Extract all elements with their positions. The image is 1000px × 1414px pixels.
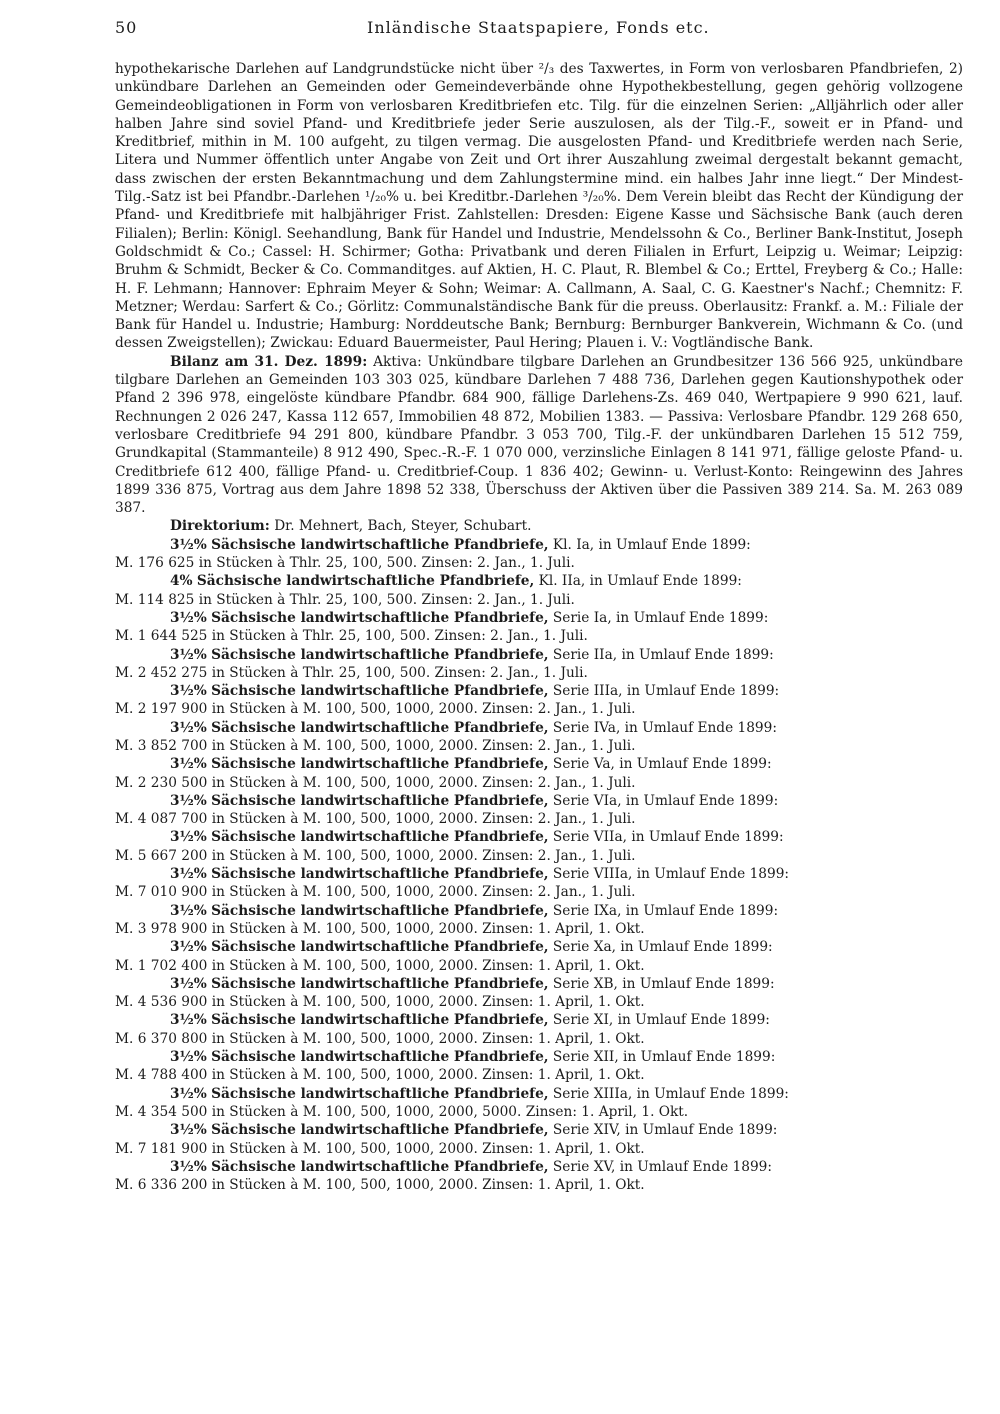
- issue-entry: [115, 1085, 963, 1122]
- issue-series: Serie XII,: [552, 1049, 619, 1066]
- issue-series: Serie Va,: [552, 756, 615, 773]
- issue-title: Sächsische landwirtschaftliche Pfandbriefe,: [211, 1158, 549, 1175]
- direktorium-label: Direktorium:: [170, 518, 270, 535]
- issue-entry: [115, 975, 963, 1012]
- issue-heading-line: [115, 865, 963, 883]
- issue-circulation-label: in Umlauf Ende 1899:: [619, 756, 772, 773]
- issue-circulation-label: in Umlauf Ende 1899:: [620, 939, 773, 956]
- issue-heading-line: [115, 1158, 963, 1176]
- issue-details: in Stücken à M. 100, 500, 1000, 2000. Zinsen: 1. April, 1. Okt.: [211, 920, 645, 937]
- issue-details: in Stücken à M. 100, 500, 1000, 2000. Zinsen: 1. April, 1. Okt.: [211, 1067, 645, 1084]
- issue-circulation-label: in Umlauf Ende 1899:: [624, 719, 777, 736]
- issue-rate: 3½%: [170, 756, 207, 773]
- issue-rate: 3½%: [170, 866, 207, 883]
- issue-series: Serie IVa,: [552, 719, 621, 736]
- issue-circulation-label: in Umlauf Ende 1899:: [625, 1122, 778, 1139]
- issue-amount: M. 176 625: [115, 555, 195, 572]
- issue-series: Serie XB,: [552, 975, 618, 992]
- issue-entry: [115, 1011, 963, 1048]
- issue-detail-line: [115, 664, 963, 682]
- issue-title: Sächsische landwirtschaftliche Pfandbriefe,: [211, 902, 549, 919]
- issue-entry: [115, 609, 963, 646]
- issue-title: Sächsische landwirtschaftliche Pfandbriefe,: [211, 975, 549, 992]
- issue-series: Serie VIa,: [552, 792, 622, 809]
- issue-amount: M. 5 667 200: [115, 847, 208, 864]
- issue-title: Sächsische landwirtschaftliche Pfandbriefe,: [211, 1012, 549, 1029]
- issue-entry: [115, 646, 963, 683]
- page-header: [115, 18, 960, 42]
- issue-rate: 3½%: [170, 646, 207, 663]
- issue-details: in Stücken à M. 100, 500, 1000, 2000. Zinsen: 1. April, 1. Okt.: [211, 1140, 645, 1157]
- issue-rate: 3½%: [170, 719, 207, 736]
- issue-detail-line: [115, 993, 963, 1011]
- issue-details: in Stücken à M. 100, 500, 1000, 2000. Zinsen: 2. Jan., 1. Juli.: [211, 884, 636, 901]
- issue-entry: [115, 902, 963, 939]
- issue-circulation-label: in Umlauf Ende 1899:: [623, 1049, 776, 1066]
- bilanz-text: Aktiva: Unkündbare tilgbare Darlehen an Grundbesitzer 136 566 925, unkündbare tilgbare Darlehen an Gemeinden 103 303 025, kündbare Darlehen 7 488 736, Darlehen gegen Kautionshypothek oder Pfand 2 396 978, eingelöste kündbare Pfandbr. 684 900, fällige Darlehens-Zs. 469 040, Wertpapiere 9 990 621, lauf. Rechnungen 2 026 247, Kassa 112 657, Immobilien 48 872, Mobilien 1383. — Passiva: Verlosbare Pfandbr. 129 268 650, verlosbare Creditbriefe 94 291 800, kündbare Pfandbr. 3 053 700, Tilg.-F. der unkündbaren Darlehen 15 512 759, Grundkapital (Stammanteile) 8 912 490, Spec.-R.-F. 1 070 000, verzinsliche Einlagen 8 141 971, fällige geloste Pfand- u. Creditbriefe 612 400, fällige Pfand- u. Creditbrief-Coup. 1 836 402; Gewinn- u. Verlust-Konto: Reingewinn des Jahres 1899 336 875, Vortrag aus dem Jahre 1898 52 338, Überschuss der Aktiven über die Passiven 389 214. Sa. M. 263 089 387.: [115, 353, 963, 517]
- issue-detail-line: [115, 883, 963, 901]
- issue-title: Sächsische landwirtschaftliche Pfandbriefe,: [211, 866, 549, 883]
- issue-circulation-label: in Umlauf Ende 1899:: [589, 573, 742, 590]
- issue-amount: M. 114 825: [115, 591, 195, 608]
- issue-circulation-label: in Umlauf Ende 1899:: [625, 792, 779, 809]
- issue-title: Sächsische landwirtschaftliche Pfandbriefe,: [211, 609, 549, 626]
- issue-heading-line: [115, 572, 963, 590]
- issue-entry: [115, 682, 963, 719]
- issue-detail-line: [115, 1176, 963, 1194]
- issue-rate: 3½%: [170, 829, 207, 846]
- issue-circulation-label: in Umlauf Ende 1899:: [619, 1158, 772, 1175]
- issue-rate: 4%: [170, 573, 193, 590]
- issue-detail-line: [115, 1103, 963, 1121]
- issue-series: Serie Ia,: [552, 609, 612, 626]
- issue-amount: M. 6 370 800: [115, 1030, 208, 1047]
- issue-heading-line: [115, 975, 963, 993]
- issue-circulation-label: in Umlauf Ende 1899:: [598, 536, 751, 553]
- issue-series: Kl. Ia,: [552, 536, 595, 553]
- issue-rate: 3½%: [170, 1049, 207, 1066]
- issue-rate: 3½%: [170, 609, 207, 626]
- direktorium-text: Dr. Mehnert, Bach, Steyer, Schubart.: [274, 518, 532, 535]
- issue-entry: [115, 755, 963, 792]
- issue-detail-line: [115, 591, 963, 609]
- issue-title: Sächsische landwirtschaftliche Pfandbriefe,: [196, 573, 535, 590]
- issue-rate: 3½%: [170, 1085, 207, 1102]
- issue-title: Sächsische landwirtschaftliche Pfandbriefe,: [211, 1049, 549, 1066]
- issue-details: in Stücken à M. 100, 500, 1000, 2000. Zinsen: 2. Jan., 1. Juli.: [211, 811, 636, 828]
- issue-circulation-label: in Umlauf Ende 1899:: [636, 866, 790, 883]
- issue-title: Sächsische landwirtschaftliche Pfandbriefe,: [211, 683, 549, 700]
- issue-amount: M. 1 644 525: [115, 628, 208, 645]
- issue-amount: M. 4 788 400: [115, 1067, 208, 1084]
- issue-entry: [115, 719, 963, 756]
- issue-details: in Stücken à M. 100, 500, 1000, 2000. Zinsen: 1. April, 1. Okt.: [211, 1177, 645, 1194]
- issue-heading-line: [115, 682, 963, 700]
- issue-entry: [115, 572, 963, 609]
- issue-entry: [115, 1121, 963, 1158]
- issue-heading-line: [115, 536, 963, 554]
- issue-circulation-label: in Umlauf Ende 1899:: [621, 646, 774, 663]
- issue-detail-line: [115, 700, 963, 718]
- issue-heading-line: [115, 828, 963, 846]
- issue-amount: M. 7 010 900: [115, 884, 208, 901]
- issue-heading-line: [115, 1048, 963, 1066]
- issue-amount: M. 3 852 700: [115, 737, 208, 754]
- issue-amount: M. 4 536 900: [115, 994, 208, 1011]
- issue-circulation-label: in Umlauf Ende 1899:: [636, 1085, 789, 1102]
- issue-details: in Stücken à M. 100, 500, 1000, 2000. Zinsen: 1. April, 1. Okt.: [211, 994, 645, 1011]
- issue-circulation-label: in Umlauf Ende 1899:: [625, 902, 779, 919]
- issue-series: Kl. IIa,: [538, 573, 586, 590]
- issue-circulation-label: in Umlauf Ende 1899:: [617, 1012, 770, 1029]
- issue-title: Sächsische landwirtschaftliche Pfandbriefe,: [211, 756, 549, 773]
- issue-rate: 3½%: [170, 939, 207, 956]
- issue-series: Serie IXa,: [552, 902, 622, 919]
- page-body: [115, 60, 963, 1194]
- issue-entry: [115, 1048, 963, 1085]
- issue-amount: M. 4 354 500: [115, 1103, 208, 1120]
- bilanz-label: Bilanz am 31. Dez. 1899:: [170, 353, 368, 370]
- issue-rate: 3½%: [170, 536, 207, 553]
- issue-title: Sächsische landwirtschaftliche Pfandbriefe,: [211, 792, 549, 809]
- issue-rate: 3½%: [170, 792, 207, 809]
- issue-title: Sächsische landwirtschaftliche Pfandbriefe,: [211, 646, 549, 663]
- issue-entry: [115, 792, 963, 829]
- issue-rate: 3½%: [170, 975, 207, 992]
- issue-series: Serie Xa,: [552, 939, 617, 956]
- issue-series: Serie VIIIa,: [552, 866, 633, 883]
- issue-circulation-label: in Umlauf Ende 1899:: [631, 829, 784, 846]
- issue-details: in Stücken à Thlr. 25, 100, 500. Zinsen: 2. Jan., 1. Juli.: [211, 628, 588, 645]
- issue-heading-line: [115, 1085, 963, 1103]
- issue-rate: 3½%: [170, 683, 207, 700]
- direktorium-paragraph: [115, 517, 963, 535]
- issue-title: Sächsische landwirtschaftliche Pfandbriefe,: [211, 1085, 549, 1102]
- issue-entry: [115, 865, 963, 902]
- issue-detail-line: [115, 774, 963, 792]
- issue-details: in Stücken à M. 100, 500, 1000, 2000. Zinsen: 2. Jan., 1. Juli.: [211, 847, 636, 864]
- issue-heading-line: [115, 609, 963, 627]
- issue-entry: [115, 828, 963, 865]
- issue-detail-line: [115, 1030, 963, 1048]
- bilanz-paragraph: [115, 353, 963, 518]
- issue-details: in Stücken à M. 100, 500, 1000, 2000. Zinsen: 2. Jan., 1. Juli.: [211, 701, 636, 718]
- issue-amount: M. 6 336 200: [115, 1177, 208, 1194]
- issue-title: Sächsische landwirtschaftliche Pfandbriefe,: [211, 719, 549, 736]
- issue-entry: [115, 1158, 963, 1195]
- issue-circulation-label: in Umlauf Ende 1899:: [622, 975, 775, 992]
- running-title: Inländische Staatspapiere, Fonds etc.: [367, 18, 710, 37]
- issue-series: Serie XIV,: [552, 1122, 621, 1139]
- issue-circulation-label: in Umlauf Ende 1899:: [616, 609, 769, 626]
- issue-series: Serie XV,: [552, 1158, 616, 1175]
- issue-heading-line: [115, 755, 963, 773]
- issue-detail-line: [115, 627, 963, 645]
- issues-list: [115, 536, 963, 1195]
- issue-amount: M. 2 452 275: [115, 664, 208, 681]
- issue-rate: 3½%: [170, 1122, 207, 1139]
- issue-series: Serie XI,: [552, 1012, 614, 1029]
- issue-detail-line: [115, 810, 963, 828]
- issue-amount: M. 7 181 900: [115, 1140, 208, 1157]
- page-number: 50: [115, 18, 138, 37]
- issue-amount: M. 2 230 500: [115, 774, 208, 791]
- issue-title: Sächsische landwirtschaftliche Pfandbriefe,: [211, 829, 549, 846]
- issue-details: in Stücken à Thlr. 25, 100, 500. Zinsen: 2. Jan., 1. Juli.: [211, 664, 588, 681]
- issue-series: Serie IIa,: [552, 646, 618, 663]
- issue-details: in Stücken à M. 100, 500, 1000, 2000. Zinsen: 1. April, 1. Okt.: [211, 1030, 645, 1047]
- issue-title: Sächsische landwirtschaftliche Pfandbriefe,: [211, 1122, 549, 1139]
- issue-series: Serie XIIIa,: [552, 1085, 633, 1102]
- issue-details: in Stücken à Thlr. 25, 100, 500. Zinsen: 2. Jan., 1. Juli.: [198, 591, 575, 608]
- issue-detail-line: [115, 847, 963, 865]
- issue-title: Sächsische landwirtschaftliche Pfandbriefe,: [211, 536, 549, 553]
- issue-series: Serie IIIa,: [552, 683, 623, 700]
- issue-heading-line: [115, 902, 963, 920]
- issue-heading-line: [115, 792, 963, 810]
- issue-amount: M. 1 702 400: [115, 957, 208, 974]
- issue-detail-line: [115, 1066, 963, 1084]
- issue-details: in Stücken à M. 100, 500, 1000, 2000. Zinsen: 2. Jan., 1. Juli.: [211, 737, 636, 754]
- issue-heading-line: [115, 938, 963, 956]
- issue-detail-line: [115, 737, 963, 755]
- issue-amount: M. 4 087 700: [115, 811, 208, 828]
- issue-series: Serie VIIa,: [552, 829, 627, 846]
- issue-title: Sächsische landwirtschaftliche Pfandbriefe,: [211, 939, 549, 956]
- issue-amount: M. 2 197 900: [115, 701, 208, 718]
- issue-rate: 3½%: [170, 1012, 207, 1029]
- issue-detail-line: [115, 1140, 963, 1158]
- issue-detail-line: [115, 957, 963, 975]
- issue-details: in Stücken à M. 100, 500, 1000, 2000, 5000. Zinsen: 1. April, 1. Okt.: [211, 1103, 689, 1120]
- issue-heading-line: [115, 646, 963, 664]
- issue-details: in Stücken à Thlr. 25, 100, 500. Zinsen: 2. Jan., 1. Juli.: [198, 555, 575, 572]
- issue-rate: 3½%: [170, 1158, 207, 1175]
- issue-entry: [115, 938, 963, 975]
- intro-paragraph: hypothekarische Darlehen auf Landgrundstücke nicht über ²/₃ des Taxwertes, in Form von verlosbaren Pfandbriefen, 2) unkündbare Darlehen an Gemeinden oder Gemeindeverbände ohne Hypothekbestellung, gegen gehörig vollzogene Gemeindeobligationen in Form von verlosbaren Kreditbriefen etc. Tilg. für die einzelnen Serien: „Alljährlich oder aller halben Jahre sind soviel Pfand- und Kreditbriefe jeder Serie auszulosen, als der Tilg.-F., soweit er in Pfand- und Kreditbrief, mithin in M. 100 aufgeht, zu tilgen vermag. Die ausgelosten Pfand- und Kreditbriefe werden nach Serie, Litera und Nummer öffentlich unter Angabe von Zeit und Ort ihrer Auszahlung zweimal dergestalt bekannt gemacht, dass zwischen der ersten Bekanntmachung und dem Zahlungstermine mind. ein halbes Jahr inne liegt.“ Der Mindest-Tilg.-Satz ist bei Pfandbr.-Darlehen ¹/₂₀% u. bei Kreditbr.-Darlehen ³/₂₀%. Dem Verein bleibt das Recht der Kündigung der Pfand- und Kreditbriefe mit halbjähriger Frist. Zahlstellen: Dresden: Eigene Kasse und Sächsische Bank (auch deren Filialen); Berlin: Königl. Seehandlung, Bank für Handel und Industrie, Mendelssohn & Co., Berliner Bank-Institut, Joseph Goldschmidt & Co.; Cassel: H. Schirmer; Gotha: Privatbank und deren Filialen in Erfurt, Leipzig u. Weimar; Leipzig: Bruhm & Schmidt, Becker & Co. Commanditges. auf Aktien, H. C. Plaut, R. Blembel & Co.; Erttel, Freyberg & Co.; Halle: H. F. Lehmann; Hannover: Ephraim Meyer & Sohn; Weimar: A. Callmann, A. Saal, C. G. Kaestner's Nachf.; Chemnitz: F. Metzner; Werdau: Sarfert & Co.; Görlitz: Communalständische Bank für die preuss. Oberlausitz: Frankf. a. M.: Filiale der Bank für Handel u. Industrie; Hamburg: Norddeutsche Bank; Bernburg: Bernburger Bankverein, Wichmann & Co. (und dessen Zweigstellen); Zwickau: Eduard Bauermeister, Paul Hering; Plauen i. V.: Vogtländische Bank.: [115, 61, 963, 352]
- issue-amount: M. 3 978 900: [115, 920, 208, 937]
- issue-heading-line: [115, 719, 963, 737]
- issue-detail-line: [115, 920, 963, 938]
- issue-circulation-label: in Umlauf Ende 1899:: [626, 683, 780, 700]
- issue-heading-line: [115, 1121, 963, 1139]
- issue-rate: 3½%: [170, 902, 207, 919]
- issue-details: in Stücken à M. 100, 500, 1000, 2000. Zinsen: 2. Jan., 1. Juli.: [211, 774, 636, 791]
- issue-detail-line: [115, 554, 963, 572]
- issue-entry: [115, 536, 963, 573]
- issue-heading-line: [115, 1011, 963, 1029]
- issue-details: in Stücken à M. 100, 500, 1000, 2000. Zinsen: 1. April, 1. Okt.: [211, 957, 645, 974]
